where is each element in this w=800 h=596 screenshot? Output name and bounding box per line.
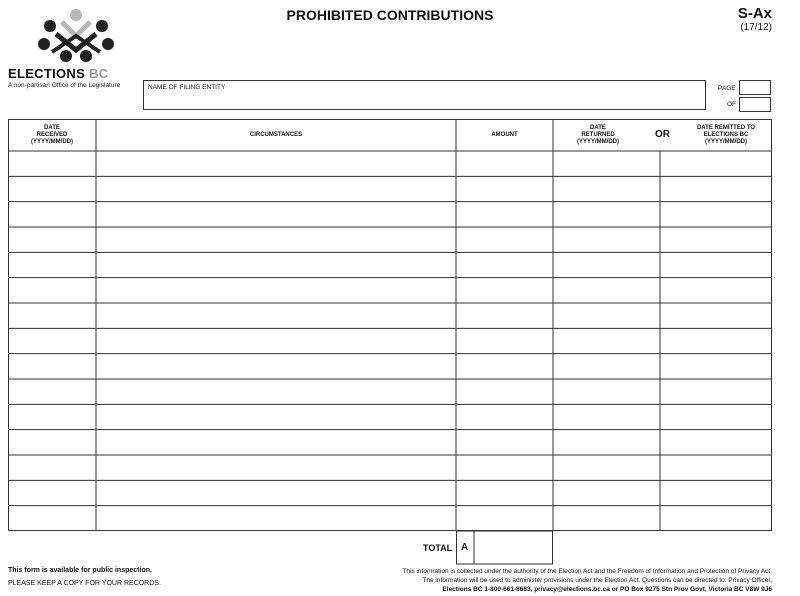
total-label: TOTAL [423, 543, 453, 553]
header-date-remitted-line: ELECTIONS BC [703, 132, 749, 138]
logo-tagline: A non-partisan Office of the Legislature [8, 82, 121, 89]
header-date-returned [553, 125, 643, 146]
page-label: PAGE [718, 85, 736, 92]
header-date-received [8, 125, 96, 146]
page-total-field[interactable] [739, 97, 771, 112]
public-inspection-notice: This form is available for public inspection. [8, 567, 152, 574]
logo-name-main: ELECTIONS [8, 66, 86, 81]
privacy-line: The information will be used to administer provisions under the Election Act. Questions can be directed to: Privacy Officer, [422, 577, 772, 584]
total-box-letter: A [461, 542, 469, 553]
or-label: OR [655, 129, 670, 140]
form-title: PROHIBITED CONTRIBUTIONS [286, 7, 494, 23]
privacy-line: Elections BC 1-800-661-8683, privacy@elections.bc.ca or PO Box 9275 Stn Prov Govt, Victoria BC V8W 9J6 [442, 586, 772, 593]
logo-wordmark [8, 66, 108, 81]
elections-bc-logo [8, 6, 158, 92]
keep-copy-notice: PLEASE KEEP A COPY FOR YOUR RECORDS. [8, 580, 161, 587]
logo-name-suffix: BC [89, 66, 109, 81]
header-date-remitted-line: (YYYY/MM/DD) [705, 139, 747, 145]
of-label: OF [727, 101, 737, 108]
header-circumstances: CIRCUMSTANCES [249, 132, 303, 138]
form-code-block [738, 5, 772, 33]
table-row-lines [8, 151, 772, 506]
page-number-field[interactable] [739, 80, 771, 95]
header-date-returned-line: RETURNED [581, 132, 615, 138]
form-version: (17/12) [740, 22, 772, 33]
filing-entity-label: NAME OF FILING ENTITY [148, 84, 226, 91]
elections-bc-emblem-icon [30, 6, 120, 66]
filing-entity-field[interactable] [143, 80, 706, 110]
header-date-remitted-line: DATE REMITTED TO [696, 125, 756, 131]
total-amount-field[interactable] [475, 532, 553, 564]
header-amount: AMOUNT [491, 132, 518, 138]
header-date-received-line: (YYYY/MM/DD) [31, 139, 73, 145]
header-date-received-line: RECEIVED [36, 132, 68, 138]
privacy-notice [332, 567, 772, 594]
header-date-returned-line: (YYYY/MM/DD) [577, 139, 619, 145]
table-border [9, 120, 772, 531]
header-date-received-line: DATE [44, 125, 60, 131]
contributions-table [8, 119, 772, 531]
header-date-remitted [680, 125, 772, 146]
form-code: S-Ax [737, 5, 772, 22]
header-date-returned-line: DATE [590, 125, 606, 131]
privacy-line: This information is collected under the authority of the Election Act and the Freedom of Information and Protection of Privacy Act. [402, 568, 772, 575]
